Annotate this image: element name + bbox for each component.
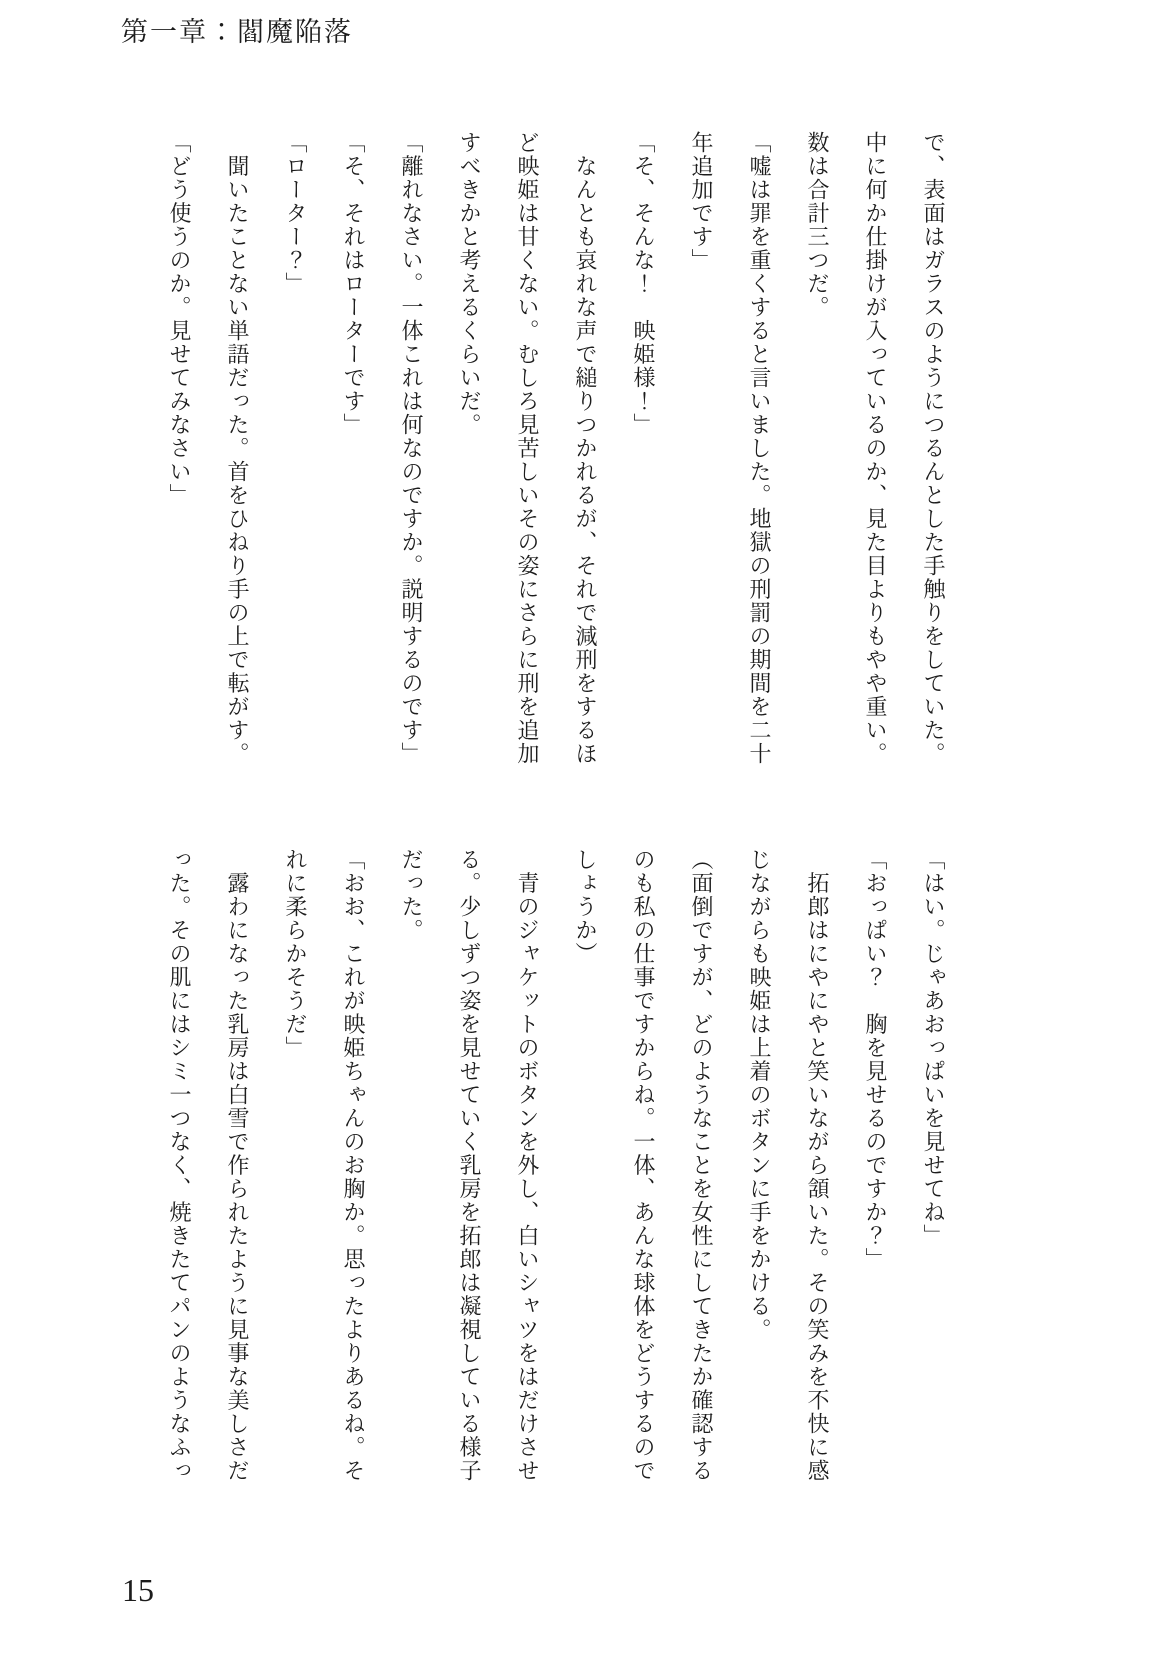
chapter-title: 第一章：閻魔陥落: [121, 17, 353, 47]
text-line: ど映姫は甘くない。むしろ見苦しいその姿にさらに刑を追加: [515, 131, 540, 766]
text-line: すべきかと考えるくらいだ。: [457, 131, 482, 437]
text-line: る。少しずつ姿を見せていく乳房を拓郎は凝視している様子: [457, 848, 482, 1483]
text-line: しょうか）: [573, 848, 598, 966]
text-line: 青のジャケットのボタンを外し、白いシャツをはだけさせ: [515, 848, 540, 1483]
text-line: 「どう使うのか。見せてみなさい」: [167, 131, 192, 507]
page-number: 15: [122, 1572, 154, 1608]
text-line: 聞いたことない単語だった。首をひねり手の上で転がす。: [225, 131, 250, 766]
text-line: 「嘘は罪を重くすると言いました。地獄の刑罰の期間を二十: [747, 131, 772, 766]
text-line: れに柔らかそうだ」: [283, 848, 308, 1060]
text-line: 中に何か仕掛けが入っているのか、見た目よりもやや重い。: [863, 131, 888, 766]
text-line: じながらも映姫は上着のボタンに手をかける。: [747, 848, 772, 1342]
text-line: 「はい。じゃあおっぱいを見せてね」: [921, 848, 946, 1248]
text-line: 「そ、それはローターです」: [341, 131, 366, 437]
text-line: 拓郎はにやにやと笑いながら頷いた。その笑みを不快に感: [805, 848, 830, 1483]
text-line: った。その肌にはシミ一つなく、焼きたてパンのようなふっ: [167, 848, 192, 1483]
text-line: 数は合計三つだ。: [805, 131, 830, 319]
text-line: 「おお、これが映姫ちゃんのお胸か。思ったよりあるね。そ: [341, 848, 366, 1483]
text-line: 「そ、そんな！ 映姫様！」: [631, 131, 656, 437]
text-line: 「ローター？」: [283, 131, 308, 296]
text-line: 「おっぱい？ 胸を見せるのですか？」: [863, 848, 888, 1271]
text-line: 露わになった乳房は白雪で作られたように見事な美しさだ: [225, 848, 250, 1483]
text-line: 年追加です」: [689, 131, 714, 272]
text-line: のも私の仕事ですからね。一体、あんな球体をどうするので: [631, 848, 656, 1483]
text-line: （面倒ですが、どのようなことを女性にしてきたか確認する: [689, 848, 714, 1483]
text-block-bottom: [150, 848, 962, 1488]
text-line: で、表面はガラスのようにつるんとした手触りをしていた。: [921, 131, 946, 766]
text-line: 「離れなさい。一体これは何なのですか。説明するのです」: [399, 131, 424, 766]
text-line: だった。: [399, 848, 424, 942]
text-block-top: [150, 131, 962, 771]
text-line: なんとも哀れな声で縋りつかれるが、それで減刑をするほ: [573, 131, 598, 766]
